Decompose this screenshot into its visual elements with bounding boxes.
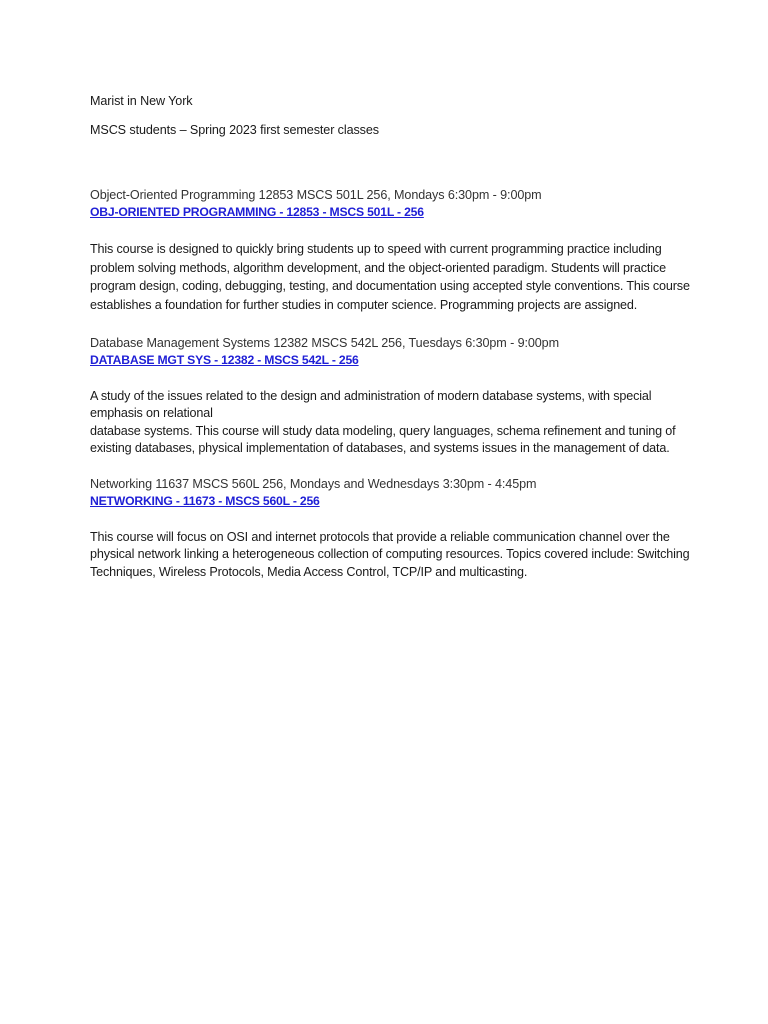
course-description (90, 529, 690, 581)
course-block-oop (90, 186, 690, 314)
course-description-paragraph: This course will focus on OSI and internet protocols that provide a reliable communication channel over the physical network linking a heterogeneous collection of computing resources. Topics covered include: Switching Techniques, Wireless Protocols, Media Access Control, TCP/IP and multicasting. (90, 530, 690, 579)
course-title: Networking 11637 MSCS 560L 256, Mondays and Wednesdays 3:30pm - 4:45pm (90, 477, 537, 492)
course-description-paragraph: database systems. This course will study data modeling, query languages, schema refinement and tuning of existing databases, physical implementation of databases, and systems issues in the management of data. (90, 423, 676, 455)
course-block-networking (90, 475, 690, 581)
document-header-line-2: MSCS students – Spring 2023 first semester classes (90, 123, 379, 137)
course-title: Database Management Systems 12382 MSCS 542L 256, Tuesdays 6:30pm - 9:00pm (90, 336, 559, 350)
course-link-database[interactable]: DATABASE MGT SYS - 12382 - MSCS 542L - 256 (90, 353, 359, 367)
document-page (90, 92, 690, 601)
course-description-paragraph: This course is designed to quickly bring students up to speed with current programming practice including problem solving methods, algorithm development, and the object-oriented paradigm. Students will practice program design, coding, debugging, testing, and documentation using accepted style conventions. This course establishes a foundation for further studies in computer science. Programming projects are assigned. (90, 242, 690, 312)
course-title: Object-Oriented Programming 12853 MSCS 501L 256, Mondays 6:30pm - 9:00pm (90, 188, 542, 202)
course-link-networking[interactable]: NETWORKING - 11673 - MSCS 560L - 256 (90, 494, 320, 509)
course-block-database (90, 334, 690, 457)
course-description (90, 240, 690, 314)
course-link-oop[interactable]: OBJ-ORIENTED PROGRAMMING - 12853 - MSCS 501L - 256 (90, 205, 424, 219)
course-description (90, 388, 690, 457)
document-header-line-1: Marist in New York (90, 94, 193, 108)
course-description-paragraph: A study of the issues related to the design and administration of modern database systems, with special emphasis on relational (90, 389, 652, 421)
